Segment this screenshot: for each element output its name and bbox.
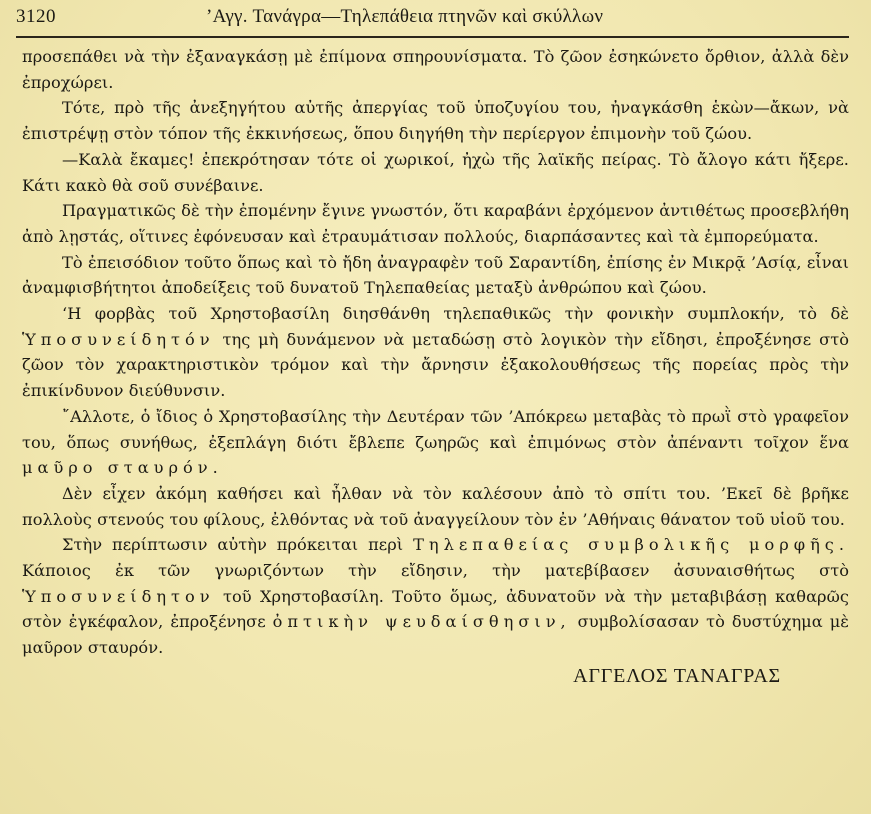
text-segment: Στὴν περίπτωσιν αὐτὴν πρόκειται περὶ <box>62 535 414 555</box>
text-segment: ῎Αλλοτε, ὁ ἴδιος ὁ Χρηστοβασίλης τὴν Δευτέραν τῶν ’Απόκρεω μεταβὰς τὸ πρωῒ στὸ γραφεῖον του, ὅπως συνήθως, ἐξεπλάγη διότι ἔβλεπε ζωηρῶς καὶ ἐπιμόνως στὸν ἀπέναντι τοῖχον ἕνα <box>22 406 849 452</box>
paragraph-p8 <box>22 481 849 532</box>
text-segment: τοῦ Χρηστοβασίλη. Τοῦτο ὅμως, ἀδυνατοῦν νὰ τὴν μεταβιβάσῃ καθαρῶς στὸν ἐγκέφαλον, ἐπροξένησε <box>22 586 849 632</box>
text-segment: Τότε, πρὸ τῆς ἀνεξηγήτου αὐτῆς ἀπεργίας τοῦ ὑποζυγίου του, ἠναγκάσθη ἑκὼν—ἄκων, νὰ ἐπιστρέψῃ στὸν τόπον τῆς ἐκκινήσεως, ὅπου διηγήθη τὴν περίεργον ἐπιμονὴν τοῦ ζώου. <box>22 98 849 144</box>
paragraph-p9 <box>22 532 849 661</box>
paragraph-p5 <box>22 250 849 301</box>
spaced-emphasis: μαῦρο σταυρόν. <box>22 458 223 478</box>
paragraph-p7 <box>22 404 849 481</box>
spaced-emphasis: Τηλεπαθείας συμβολικῆς μορφῆς. <box>413 535 850 555</box>
text-segment: —Καλὰ ἔκαμες! ἐπεκρότησαν τότε οἱ χωρικοί, ἠχὼ τῆς λαϊκῆς πείρας. Τὸ ἄλογο κάτι ἤξερε. Κάτι κακὸ θὰ σοῦ συνέβαινε. <box>22 149 849 195</box>
text-segment: της μὴ δυνάμενον νὰ μεταδώσῃ στὸ λογικὸν τὴν εἴδησι, ἐπροξένησε στὸ ζῶον τὸν χαρακτηριστικὸν τρόμον καὶ τὴν ἄρνησιν ἐξακολουθήσεως τῆς πορείας πρὸς τὴν ἐπικίνδυνον διεύθυνσιν. <box>22 329 849 401</box>
paragraph-p2 <box>22 95 849 146</box>
author-signature: ΑΓΓΕΛΟΣ ΤΑΝΑΓΡΑΣ <box>573 664 781 687</box>
text-segment: Τὸ ἐπεισόδιον τοῦτο ὅπως καὶ τὸ ἤδη ἀναγραφὲν τοῦ Σαραντίδη, ἐπίσης ἐν Μικρᾷ ’Ασίᾳ, εἶναι ἀναμφισβήτητοι ἀποδείξεις τοῦ δυνατοῦ Τηλεπαθείας μεταξὺ ἀνθρώπου καὶ ζώου. <box>22 252 849 298</box>
paragraph-p1 <box>22 44 849 95</box>
text-segment: Δὲν εἶχεν ἀκόμη καθήσει καὶ ἦλθαν νὰ τὸν καλέσουν ἀπὸ τὸ σπίτι του. ’Εκεῖ δὲ βρῆκε πολλοὺς στενούς του φίλους, ἐλθόντας νὰ τοῦ ἀναγγείλουν τὸν ἐν ’Αθήναις θάνατον τοῦ υἱοῦ του. <box>22 483 849 529</box>
text-segment: ‘Η φορβὰς τοῦ Χρηστοβασίλη διησθάνθη τηλεπαθικῶς τὴν φονικὴν συμπλοκήν, τὸ δὲ <box>62 304 849 324</box>
paragraph-p3 <box>22 147 849 198</box>
running-title: ’Αγγ. Τανάγρα—Τηλεπάθεια πτηνῶν καὶ σκύλλων <box>206 6 604 27</box>
spaced-emphasis: ὀπτικὴν ψευδαίσθησιν, <box>272 612 571 632</box>
article-body <box>22 44 849 661</box>
text-segment: Κάποιος ἐκ τῶν γνωριζόντων τὴν εἴδησιν, τὴν ματεβίβασεν ἀσυναισθήτως στὸ <box>22 561 849 581</box>
page-number: 3120 <box>16 6 56 27</box>
text-segment: Πραγματικῶς δὲ τὴν ἐπομένην ἔγινε γνωστόν, ὅτι καραβάνι ἐρχόμενον ἀντιθέτως προσεβλήθη ἀπὸ λῃστάς, οἵτινες ἐφόνευσαν καὶ ἐτραυμάτισαν πολλούς, διαρπάσαντες καὶ τὰ ἐμπορεύματα. <box>22 201 849 246</box>
paragraph-p4 <box>22 198 849 249</box>
text-segment: συμβολίσασαν τὸ δυστύχημα μὲ μαῦρον σταυρόν. <box>22 612 849 658</box>
text-segment: προσεπάθει νὰ τὴν ἐξαναγκάσῃ μὲ ἐπίμονα σπηρουνίσματα. Τὸ ζῶον ἐσηκώνετο ὄρθιον, ἀλλὰ δὲν ἐπροχώρει. <box>22 47 849 92</box>
spaced-emphasis: Ὑποσυνείδητόν <box>22 329 215 349</box>
spaced-emphasis: Ὑποσυνείδητον <box>22 586 215 606</box>
paragraph-p6 <box>22 301 849 404</box>
page-header <box>16 6 849 38</box>
